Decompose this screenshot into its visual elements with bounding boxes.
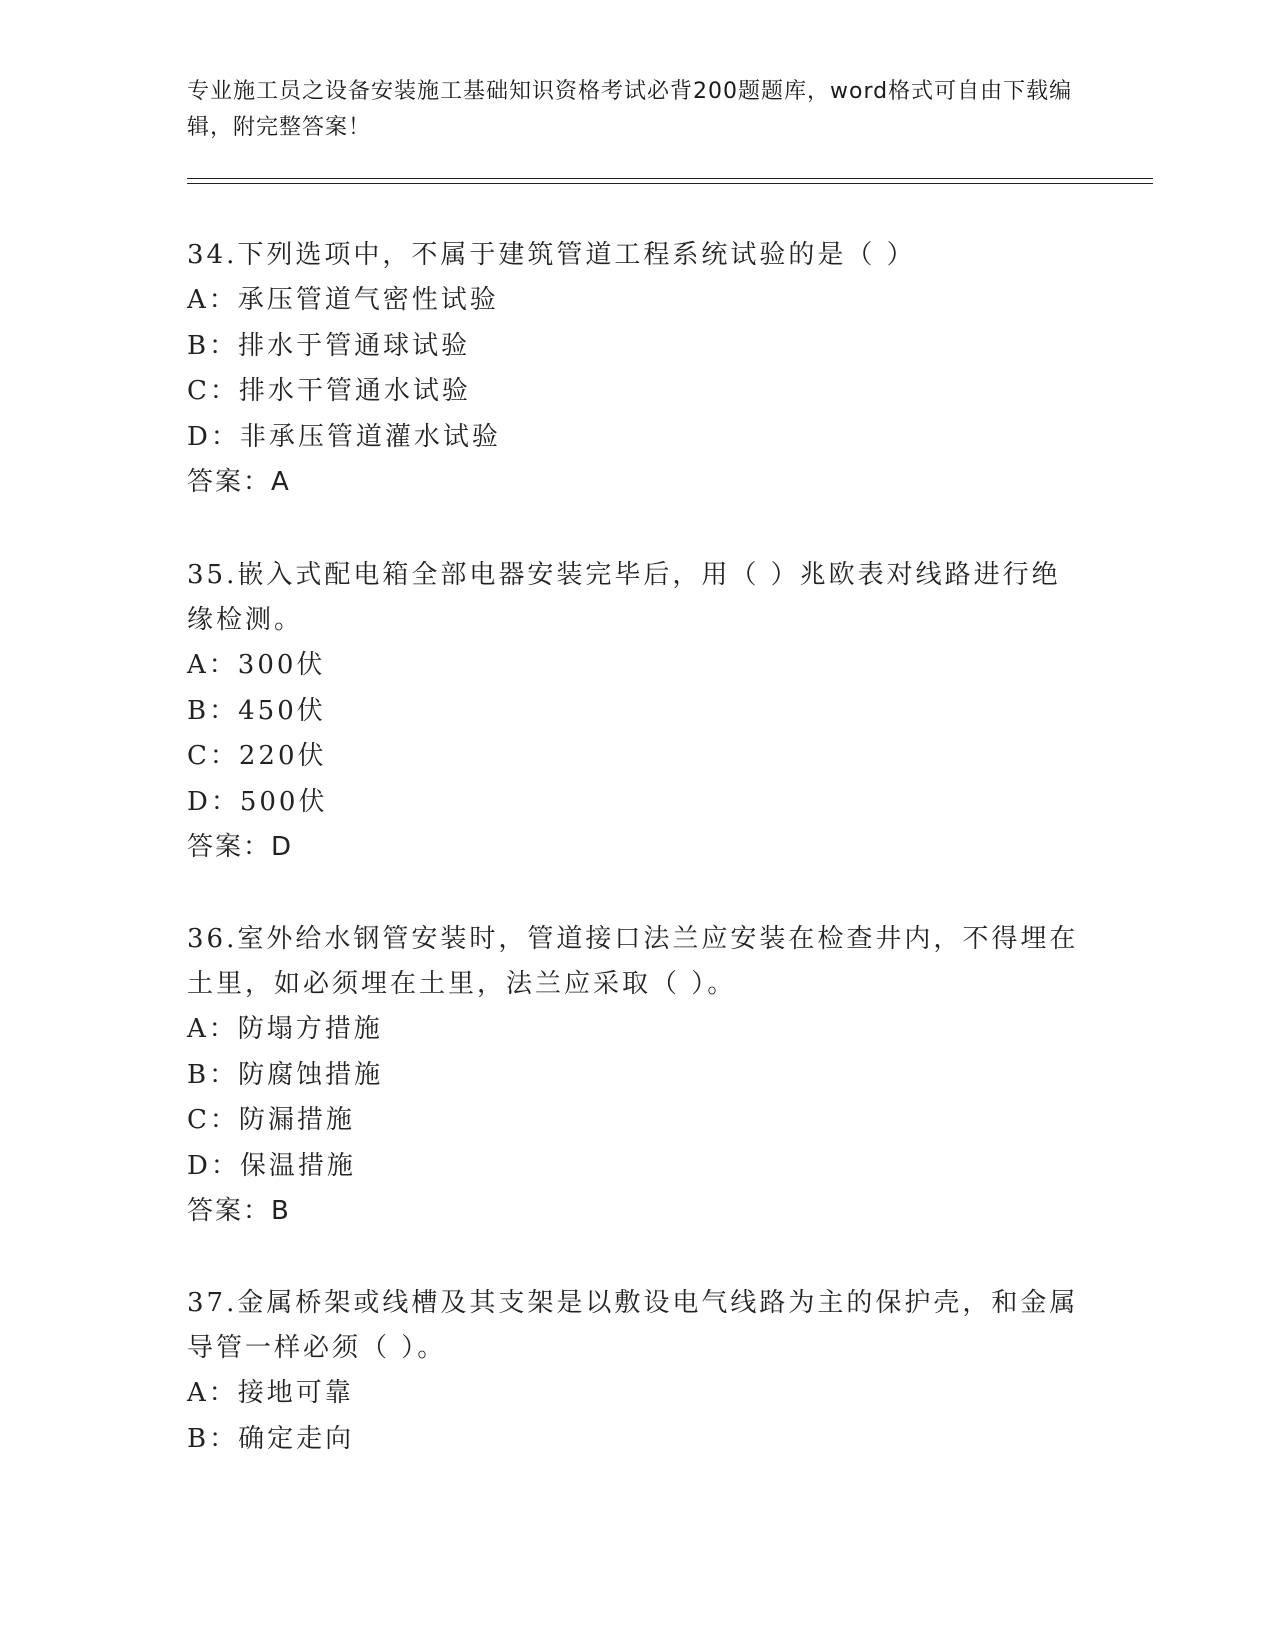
question-36 <box>187 917 1087 1234</box>
option-c: C：220伏 <box>187 741 327 771</box>
header-divider-top <box>187 178 1153 179</box>
question-stem: 37.金属桥架或线槽及其支架是以敷设电气线路为主的保护壳，和金属导管一样必须（ ）。 <box>187 1288 1079 1363</box>
option-b: B：排水于管通球试验 <box>187 330 471 361</box>
question-35 <box>187 553 1087 870</box>
question-stem: 34.下列选项中，不属于建筑管道工程系统试验的是（ ） <box>187 240 916 270</box>
question-stem: 35.嵌入式配电箱全部电器安装完毕后，用（ ）兆欧表对线路进行绝缘检测。 <box>187 560 1061 635</box>
option-c: C：排水干管通水试验 <box>187 376 471 406</box>
question-stem: 36.室外给水钢管安装时，管道接口法兰应安装在检查井内，不得埋在土里，如必须埋在土里，法兰应采取（ ）。 <box>187 924 1079 999</box>
answer: 答案：B <box>187 1196 291 1226</box>
option-c: C：防漏措施 <box>187 1105 355 1135</box>
option-b: B：确定走向 <box>187 1423 355 1454</box>
option-b: B：防腐蚀措施 <box>187 1059 384 1090</box>
option-a: A：承压管道气密性试验 <box>187 285 499 315</box>
document-header: 专业施工员之设备安装施工基础知识资格考试必背200题题库，word格式可自由下载编辑，附完整答案！ <box>187 79 1073 140</box>
option-a: A：300伏 <box>187 650 326 680</box>
option-d: D：500伏 <box>187 786 328 817</box>
answer: 答案：A <box>187 467 291 497</box>
option-b: B：450伏 <box>187 695 326 726</box>
option-a: A：接地可靠 <box>187 1378 354 1408</box>
question-34 <box>187 233 1087 505</box>
answer: 答案：D <box>187 832 294 862</box>
option-d: D：非承压管道灌水试验 <box>187 421 501 452</box>
option-d: D：保温措施 <box>187 1150 356 1181</box>
option-a: A：防塌方措施 <box>187 1014 383 1044</box>
question-37 <box>187 1281 1087 1462</box>
header-divider-bottom <box>187 183 1153 184</box>
